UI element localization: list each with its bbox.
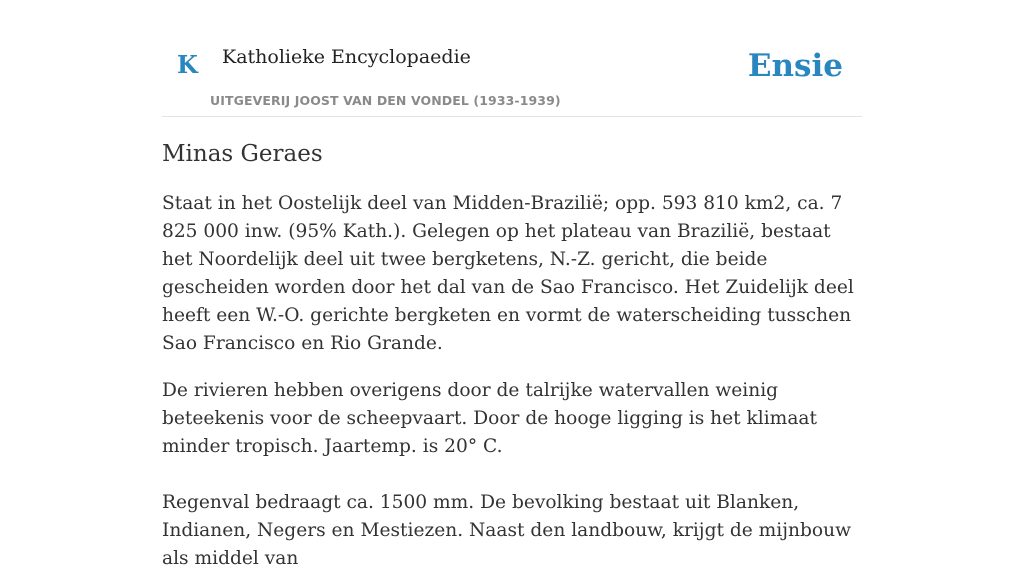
article-content — [162, 138, 862, 573]
article-paragraph: Regenval bedraagt ca. 1500 mm. De bevolking bestaat uit Blanken, Indianen, Negers en Mestiezen. Naast den landbouw, krijgt de mijnbouw als middel van — [162, 492, 851, 570]
article-title: Minas Geraes — [162, 141, 323, 167]
publisher-subtitle: UITGEVERIJ JOOST VAN DEN VONDEL (1933-1939) — [210, 93, 561, 108]
site-title[interactable]: Katholieke Encyclopaedie — [222, 46, 471, 68]
site-header — [162, 0, 862, 117]
article-paragraph: De rivieren hebben overigens door de talrijke watervallen weinig beteekenis voor de scheepvaart. Door de hooge ligging is het klimaat minder tropisch. Jaartemp. is 20° C. — [162, 380, 817, 458]
article-paragraph: Staat in het Oostelijk deel van Midden-Brazilië; opp. 593 810 km2, ca. 7 825 000 inw. (95% Kath.). Gelegen op het plateau van Brazilië, bestaat het Noordelijk deel uit twee bergketens, N.-Z. gericht, die beide gescheiden worden door het dal van de Sao Francisco. Het Zuidelijk deel heeft een W.-O. gerichte bergketen en vormt de waterscheiding tusschen Sao Francisco en Rio Grande. — [162, 193, 854, 355]
encyclopedia-logo-icon[interactable]: K — [177, 50, 198, 79]
ensie-brand-link[interactable]: Ensie — [747, 48, 843, 84]
